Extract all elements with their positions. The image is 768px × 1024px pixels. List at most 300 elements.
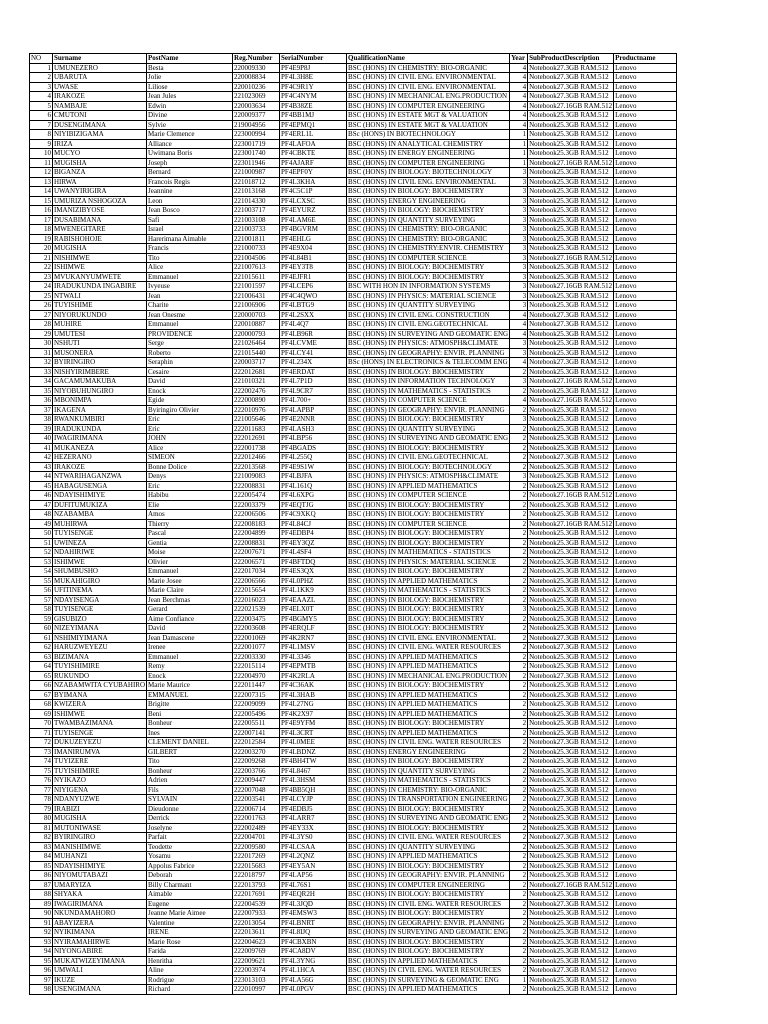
cell-qualification: BSC (HONS) IN CIVIL ENG. ENVIRONMENTAL bbox=[347, 177, 510, 187]
cell-reg-number: 220003717 bbox=[233, 358, 280, 368]
cell-product-name: Lenovo bbox=[614, 500, 677, 510]
cell-qualification: BSC (HONS) IN INFORMATION TECHNOLOGY bbox=[347, 377, 510, 387]
cell-product-name: Lenovo bbox=[614, 367, 677, 377]
table-row bbox=[30, 282, 677, 292]
cell-serial-number: PF4L27NG bbox=[280, 700, 347, 710]
cell-qualification: BSC (HONS) IN CIVIL ENG.GEOTECHNICAL bbox=[347, 453, 510, 463]
cell-reg-number: 221023069 bbox=[233, 92, 280, 102]
cell-no: 53 bbox=[30, 557, 53, 567]
cell-year: 2 bbox=[510, 500, 528, 510]
cell-surname: IRAKOZE bbox=[53, 462, 147, 472]
table-row bbox=[30, 348, 677, 358]
cell-sub-product: Notebook27.3GB RAM.512 bbox=[528, 320, 614, 330]
cell-sub-product: Notebook25.3GB RAM.512 bbox=[528, 234, 614, 244]
cell-surname: MUKANEZA bbox=[53, 443, 147, 453]
cell-sub-product: Notebook25.3GB RAM.512 bbox=[528, 614, 614, 624]
cell-reg-number: 222001763 bbox=[233, 814, 280, 824]
cell-product-name: Lenovo bbox=[614, 700, 677, 710]
cell-surname: UMUNEZERO bbox=[53, 63, 147, 73]
cell-surname: MWENEGITARE bbox=[53, 225, 147, 235]
cell-no: 68 bbox=[30, 700, 53, 710]
cell-no: 12 bbox=[30, 168, 53, 178]
table-row bbox=[30, 766, 677, 776]
cell-year: 3 bbox=[510, 234, 528, 244]
cell-reg-number: 222017691 bbox=[233, 890, 280, 900]
cell-serial-number: PF4E2NNR bbox=[280, 415, 347, 425]
cell-product-name: Lenovo bbox=[614, 92, 677, 102]
cell-no: 26 bbox=[30, 301, 53, 311]
cell-reg-number: 222002476 bbox=[233, 386, 280, 396]
cell-no: 24 bbox=[30, 282, 53, 292]
cell-product-name: Lenovo bbox=[614, 111, 677, 121]
cell-product-name: Lenovo bbox=[614, 852, 677, 862]
cell-sub-product: Notebook25.3GB RAM.512 bbox=[528, 975, 614, 985]
cell-product-name: Lenovo bbox=[614, 434, 677, 444]
cell-no: 29 bbox=[30, 329, 53, 339]
cell-postname: Brigitte bbox=[147, 700, 233, 710]
cell-postname: Edwin bbox=[147, 101, 233, 111]
table-row bbox=[30, 320, 677, 330]
cell-postname: Bonheur bbox=[147, 766, 233, 776]
cell-serial-number: PF4L1KK9 bbox=[280, 586, 347, 596]
cell-no: 74 bbox=[30, 757, 53, 767]
cell-year: 2 bbox=[510, 861, 528, 871]
cell-qualification: BSC (HONS) IN QUANTITY SURVEYING bbox=[347, 842, 510, 852]
cell-year: 4 bbox=[510, 329, 528, 339]
cell-no: 16 bbox=[30, 206, 53, 216]
cell-year: 2 bbox=[510, 510, 528, 520]
cell-no: 66 bbox=[30, 681, 53, 691]
cell-serial-number: PF4L0PHZ bbox=[280, 576, 347, 586]
cell-qualification: BSC (HONS) IN APPLIED MATHEMATICS bbox=[347, 956, 510, 966]
cell-reg-number: 220003634 bbox=[233, 101, 280, 111]
cell-reg-number: 223011946 bbox=[233, 158, 280, 168]
cell-qualification: BSC (HONS) IN PHYSICS: MATERIAL SCIENCE bbox=[347, 557, 510, 567]
cell-surname: MVUKANYUMWETE bbox=[53, 272, 147, 282]
cell-no: 92 bbox=[30, 928, 53, 938]
cell-reg-number: 222013793 bbox=[233, 880, 280, 890]
cell-sub-product: Notebook25.3GB RAM.512 bbox=[528, 909, 614, 919]
cell-serial-number: PF4L8IJQ bbox=[280, 928, 347, 938]
cell-year: 2 bbox=[510, 871, 528, 881]
cell-no: 57 bbox=[30, 595, 53, 605]
cell-surname: NIYONGABIRE bbox=[53, 947, 147, 957]
cell-serial-number: PF4AJARF bbox=[280, 158, 347, 168]
table-row bbox=[30, 206, 677, 216]
cell-sub-product: Notebook25.3GB RAM.512 bbox=[528, 557, 614, 567]
cell-qualification: BSC (HONS) IN BIOLOGY: BIOCHEMISTRY bbox=[347, 595, 510, 605]
cell-qualification: BSC (HONS) IN BIOLOGY: BIOCHEMISTRY bbox=[347, 206, 510, 216]
cell-qualification: BSC (HONS) IN APPLIED MATHEMATICS bbox=[347, 728, 510, 738]
cell-reg-number: 221015611 bbox=[233, 272, 280, 282]
cell-qualification: BSC (HONS) IN MATHEMATICS - STATISTICS bbox=[347, 776, 510, 786]
cell-sub-product: Notebook27.3GB RAM.512 bbox=[528, 92, 614, 102]
cell-product-name: Lenovo bbox=[614, 747, 677, 757]
cell-product-name: Lenovo bbox=[614, 424, 677, 434]
table-row bbox=[30, 956, 677, 966]
table-row bbox=[30, 757, 677, 767]
cell-surname: MUTONIWASE bbox=[53, 823, 147, 833]
cell-surname: IRADUKUNDA bbox=[53, 424, 147, 434]
cell-serial-number: PF4LAP56 bbox=[280, 871, 347, 881]
cell-no: 30 bbox=[30, 339, 53, 349]
cell-reg-number: 222004539 bbox=[233, 899, 280, 909]
cell-reg-number: 221003108 bbox=[233, 215, 280, 225]
cell-no: 3 bbox=[30, 82, 53, 92]
cell-sub-product: Notebook25.3GB RAM.512 bbox=[528, 244, 614, 254]
cell-year: 2 bbox=[510, 890, 528, 900]
cell-qualification: BSC (HONS) IN CHEMISTRY: BIO-ORGANIC bbox=[347, 63, 510, 73]
cell-surname: NYIKAZO bbox=[53, 776, 147, 786]
cell-postname: Parfait bbox=[147, 833, 233, 843]
cell-serial-number: PF4L3346 bbox=[280, 652, 347, 662]
cell-postname: Aimable bbox=[147, 890, 233, 900]
cell-surname: GISUBIZO bbox=[53, 614, 147, 624]
cell-postname: Remy bbox=[147, 662, 233, 672]
cell-serial-number: PF4L2QNZ bbox=[280, 852, 347, 862]
cell-product-name: Lenovo bbox=[614, 453, 677, 463]
cell-postname: Marie Maurice bbox=[147, 681, 233, 691]
cell-serial-number: PF4EMSW3 bbox=[280, 909, 347, 919]
cell-surname: TUYIZERE bbox=[53, 757, 147, 767]
cell-postname: Francois Regis bbox=[147, 177, 233, 187]
cell-sub-product: Notebook25.3GB RAM.512 bbox=[528, 776, 614, 786]
table-row bbox=[30, 92, 677, 102]
cell-serial-number: PF4L7P1D bbox=[280, 377, 347, 387]
cell-year: 2 bbox=[510, 738, 528, 748]
cell-postname: Marie Josee bbox=[147, 576, 233, 586]
cell-reg-number: 222007315 bbox=[233, 690, 280, 700]
cell-sub-product: Notebook27.16GB RAM.512 bbox=[529, 282, 613, 290]
cell-no: 6 bbox=[30, 111, 53, 121]
cell-product-name: Lenovo bbox=[614, 833, 677, 843]
cell-reg-number: 222013054 bbox=[233, 918, 280, 928]
cell-serial-number: PF4EHLG bbox=[280, 234, 347, 244]
cell-year: 2 bbox=[510, 662, 528, 672]
cell-sub-product: Notebook25.3GB RAM.512 bbox=[528, 168, 614, 178]
cell-qualification: BSC (HONS) IN BIOLOGY: BIOCHEMISTRY bbox=[347, 538, 510, 548]
cell-surname: DUKUZEYEZU bbox=[53, 738, 147, 748]
cell-qualification: BSC (HONS) IN CHEMISTRY: BIO-ORGANIC bbox=[347, 785, 510, 795]
cell-qualification: BSC (HONS) IN ANALYTICAL CHEMISTRY bbox=[347, 139, 510, 149]
cell-year: 2 bbox=[510, 842, 528, 852]
cell-year: 1 bbox=[510, 158, 528, 168]
cell-sub-product: Notebook27.3GB RAM.512 bbox=[528, 899, 614, 909]
cell-surname: NISHYIRIMBERE bbox=[53, 367, 147, 377]
cell-serial-number: PF4L161Q bbox=[280, 481, 347, 491]
cell-no: 14 bbox=[30, 187, 53, 197]
cell-surname: NIYOMUTABAZI bbox=[53, 871, 147, 881]
table-row bbox=[30, 548, 677, 558]
cell-surname: CMUTONI bbox=[53, 111, 147, 121]
cell-reg-number: 222021539 bbox=[233, 605, 280, 615]
cell-no: 60 bbox=[30, 624, 53, 634]
cell-surname: IRADUKUNDA INGABIRE bbox=[53, 282, 147, 292]
table-row bbox=[30, 329, 677, 339]
cell-surname: TUYISHIMIRE bbox=[53, 766, 147, 776]
cell-surname: UWANYIRIGIRA bbox=[53, 187, 147, 197]
cell-serial-number: PF4LAM6E bbox=[280, 215, 347, 225]
cell-product-name: Lenovo bbox=[614, 196, 677, 206]
cell-surname: MUKAHIGIRO bbox=[53, 576, 147, 586]
cell-surname: HEZERANO bbox=[53, 453, 147, 463]
cell-postname: Eric bbox=[147, 481, 233, 491]
cell-postname: Billy Charmant bbox=[147, 880, 233, 890]
cell-serial-number: PF4ERL1L bbox=[280, 130, 347, 140]
cell-surname: NZABAMBA bbox=[53, 510, 147, 520]
cell-postname: Cesaire bbox=[147, 367, 233, 377]
cell-no: 34 bbox=[30, 377, 53, 387]
cell-sub-product: Notebook27.3GB RAM.512 bbox=[528, 643, 614, 653]
cell-surname: NAMBAJE bbox=[53, 101, 147, 111]
cell-qualification: BSC (HONS) IN MATHEMATICS - STATISTICS bbox=[347, 548, 510, 558]
cell-qualification: BSC (HONS) IN APPLIED MATHEMATICS bbox=[347, 481, 510, 491]
cell-surname: HARUZWEYEZU bbox=[53, 643, 147, 653]
cell-year: 2 bbox=[510, 776, 528, 786]
cell-postname: Emmanuel bbox=[147, 567, 233, 577]
cell-product-name: Lenovo bbox=[614, 757, 677, 767]
cell-postname: Adrien bbox=[147, 776, 233, 786]
cell-qualification: BSC (HONS) IN COMPUTER SCIENCE bbox=[347, 396, 510, 406]
cell-postname: Joselyne bbox=[147, 823, 233, 833]
cell-sub-product: Notebook25.3GB RAM.512 bbox=[528, 842, 614, 852]
cell-postname: Uwimana Boris bbox=[147, 149, 233, 159]
table-row bbox=[30, 272, 677, 282]
cell-year: 2 bbox=[510, 747, 528, 757]
table-row bbox=[30, 947, 677, 957]
cell-postname: Jeanne Marie Aimee bbox=[147, 909, 233, 919]
cell-year: 3 bbox=[510, 244, 528, 254]
cell-sub-product: Notebook27.3GB RAM.512 bbox=[528, 966, 614, 976]
cell-sub-product: Notebook27.3GB RAM.512 bbox=[528, 358, 614, 368]
cell-postname: Irenee bbox=[147, 643, 233, 653]
cell-qualification: BSC (HONS) IN BIOLOGY: BIOCHEMISTRY bbox=[347, 804, 510, 814]
cell-year: 2 bbox=[510, 386, 528, 396]
cell-serial-number: PF4LBTG9 bbox=[280, 301, 347, 311]
table-row bbox=[30, 899, 677, 909]
cell-postname: Leon bbox=[147, 196, 233, 206]
cell-postname: Teodette bbox=[147, 842, 233, 852]
cell-product-name: Lenovo bbox=[614, 443, 677, 453]
cell-postname: Aime Confiance bbox=[147, 614, 233, 624]
cell-serial-number: PF4E9X04 bbox=[280, 244, 347, 254]
cell-serial-number: PF4CBXBN bbox=[280, 937, 347, 947]
cell-postname: Henritha bbox=[147, 956, 233, 966]
cell-surname: ABAYIZERA bbox=[53, 918, 147, 928]
table-row bbox=[30, 491, 677, 501]
cell-serial-number: PF4L3KHA bbox=[280, 177, 347, 187]
cell-product-name: Lenovo bbox=[614, 377, 677, 387]
cell-postname: Jeannine bbox=[147, 187, 233, 197]
cell-year: 2 bbox=[510, 424, 528, 434]
table-row bbox=[30, 63, 677, 73]
cell-serial-number: PF4LBP56 bbox=[280, 434, 347, 444]
cell-no: 13 bbox=[30, 177, 53, 187]
cell-product-name: Lenovo bbox=[614, 415, 677, 425]
cell-sub-product: Notebook25.3GB RAM.512 bbox=[528, 386, 614, 396]
cell-product-name: Lenovo bbox=[614, 329, 677, 339]
cell-no: 67 bbox=[30, 690, 53, 700]
cell-qualification: BSC (HONS) IN CHEMISTRY: BIO-ORGANIC bbox=[347, 234, 510, 244]
cell-no: 77 bbox=[30, 785, 53, 795]
cell-serial-number: PF4BH4TW bbox=[280, 757, 347, 767]
cell-year: 4 bbox=[510, 320, 528, 330]
cell-product-name: Lenovo bbox=[614, 282, 677, 292]
table-row bbox=[30, 234, 677, 244]
cell-product-name: Lenovo bbox=[614, 681, 677, 691]
cell-serial-number: PF4EY5AN bbox=[280, 861, 347, 871]
cell-year: 2 bbox=[510, 624, 528, 634]
table-row bbox=[30, 795, 677, 805]
cell-year: 4 bbox=[510, 120, 528, 130]
table-row bbox=[30, 396, 677, 406]
cell-postname: Joseph bbox=[147, 158, 233, 168]
cell-no: 18 bbox=[30, 225, 53, 235]
cell-no: 28 bbox=[30, 320, 53, 330]
cell-product-name: Lenovo bbox=[614, 215, 677, 225]
cell-surname: ISHIMWE bbox=[53, 709, 147, 719]
cell-no: 89 bbox=[30, 899, 53, 909]
cell-sub-product: Notebook27.3GB RAM.512 bbox=[528, 738, 614, 748]
cell-product-name: Lenovo bbox=[614, 947, 677, 957]
cell-qualification: BSC (HONS) IN CIVIL ENG. WATER RESOURCES bbox=[347, 833, 510, 843]
table-row bbox=[30, 624, 677, 634]
cell-qualification: BSC (HONS) IN COMPUTER ENGINEERING bbox=[347, 158, 510, 168]
cell-year: 2 bbox=[510, 956, 528, 966]
table-row bbox=[30, 576, 677, 586]
table-row bbox=[30, 158, 677, 168]
cell-product-name: Lenovo bbox=[614, 63, 677, 73]
cell-postname: Farida bbox=[147, 947, 233, 957]
table-row bbox=[30, 586, 677, 596]
cell-year: 3 bbox=[510, 348, 528, 358]
cell-reg-number: 222004623 bbox=[233, 937, 280, 947]
cell-surname: UMUTESI bbox=[53, 329, 147, 339]
cell-postname: Israel bbox=[147, 225, 233, 235]
cell-surname: NDAYISHIMIYE bbox=[53, 491, 147, 501]
cell-reg-number: 222013568 bbox=[233, 462, 280, 472]
cell-serial-number: PF4EDBJ5 bbox=[280, 804, 347, 814]
cell-postname: Thierry bbox=[147, 519, 233, 529]
cell-postname: Alice bbox=[147, 443, 233, 453]
table-row bbox=[30, 852, 677, 862]
cell-reg-number: 220000793 bbox=[233, 329, 280, 339]
cell-year: 2 bbox=[510, 814, 528, 824]
cell-serial-number: PF4BB1MJ bbox=[280, 111, 347, 121]
cell-sub-product: Notebook27.3GB RAM.512 bbox=[528, 795, 614, 805]
cell-sub-product: Notebook25.3GB RAM.512 bbox=[528, 576, 614, 586]
cell-year: 2 bbox=[510, 567, 528, 577]
cell-qualification: BSC (HONS) IN ESTATE MGT & VALUATION bbox=[347, 120, 510, 130]
cell-no: 84 bbox=[30, 852, 53, 862]
cell-year: 2 bbox=[510, 681, 528, 691]
cell-qualification: BSC (HONS) IN BIOLOGY: BIOCHEMISTRY bbox=[347, 614, 510, 624]
cell-year: 3 bbox=[510, 377, 528, 387]
cell-no: 62 bbox=[30, 643, 53, 653]
cell-no: 31 bbox=[30, 348, 53, 358]
cell-postname: Marie Rose bbox=[147, 937, 233, 947]
cell-year: 2 bbox=[510, 633, 528, 643]
cell-reg-number: 222011447 bbox=[233, 681, 280, 691]
cell-postname: Besta bbox=[147, 63, 233, 73]
cell-no: 78 bbox=[30, 795, 53, 805]
cell-no: 61 bbox=[30, 633, 53, 643]
cell-reg-number: 221003717 bbox=[233, 206, 280, 216]
cell-year: 2 bbox=[510, 947, 528, 957]
cell-year: 2 bbox=[510, 823, 528, 833]
cell-year: 2 bbox=[510, 757, 528, 767]
cell-reg-number: 222011683 bbox=[233, 424, 280, 434]
cell-qualification: BSC (HONS) IN CIVIL ENG. WATER RESOURCES bbox=[347, 966, 510, 976]
cell-surname: BIZIMANA bbox=[53, 652, 147, 662]
cell-surname: NIYIGENA bbox=[53, 785, 147, 795]
cell-surname: MUGISHA bbox=[53, 244, 147, 254]
cell-product-name: Lenovo bbox=[614, 405, 677, 415]
cell-qualification: BSC (HONS) IN CIVIL ENG. ENVIRONMENTAL bbox=[347, 73, 510, 83]
cell-no: 73 bbox=[30, 747, 53, 757]
cell-year: 4 bbox=[510, 101, 528, 111]
cell-serial-number: PF4BGADS bbox=[280, 443, 347, 453]
cell-serial-number: PF4EPMQ1 bbox=[280, 120, 347, 130]
cell-product-name: Lenovo bbox=[614, 576, 677, 586]
cell-reg-number: 221026464 bbox=[233, 339, 280, 349]
cell-sub-product: Notebook27.3GB RAM.512 bbox=[528, 833, 614, 843]
cell-qualification: BSC (HONS) IN BIOLOGY: BIOCHEMISTRY bbox=[347, 500, 510, 510]
cell-postname: Emmanuel bbox=[147, 272, 233, 282]
cell-product-name: Lenovo bbox=[614, 462, 677, 472]
cell-year: 3 bbox=[510, 301, 528, 311]
cell-product-name: Lenovo bbox=[614, 301, 677, 311]
cell-qualification: BSC (HONS) IN TRANSPORTATION ENGINEERING bbox=[347, 795, 510, 805]
cell-year: 3 bbox=[510, 196, 528, 206]
cell-surname: TUYISENGE bbox=[53, 605, 147, 615]
cell-year: 2 bbox=[510, 709, 528, 719]
cell-no: 41 bbox=[30, 443, 53, 453]
cell-sub-product: Notebook25.3GB RAM.512 bbox=[528, 225, 614, 235]
cell-surname: RWANKUMBIRI bbox=[53, 415, 147, 425]
cell-surname: IRIZA bbox=[53, 139, 147, 149]
cell-postname: Rodrigue bbox=[147, 975, 233, 985]
cell-serial-number: PF4EQTJG bbox=[280, 500, 347, 510]
cell-qualification: BSC (HONS) IN BIOLOGY: BIOTECHNOLOGY bbox=[347, 168, 510, 178]
cell-qualification: BSc (HONS) IN BIOTECHNOLOGY bbox=[347, 130, 510, 140]
cell-reg-number: 223013103 bbox=[233, 975, 280, 985]
cell-year: 2 bbox=[510, 595, 528, 605]
cell-reg-number: 222012466 bbox=[233, 453, 280, 463]
cell-postname: Fils bbox=[147, 785, 233, 795]
cell-sub-product: Notebook25.3GB RAM.512 bbox=[528, 130, 614, 140]
cell-surname: UBARUTA bbox=[53, 73, 147, 83]
cell-surname: UMWALI bbox=[53, 966, 147, 976]
cell-year: 2 bbox=[510, 519, 528, 529]
cell-no: 82 bbox=[30, 833, 53, 843]
cell-product-name: Lenovo bbox=[614, 149, 677, 159]
cell-no: 7 bbox=[30, 120, 53, 130]
cell-sub-product: Notebook25.3GB RAM.512 bbox=[528, 301, 614, 311]
cell-product-name: Lenovo bbox=[614, 662, 677, 672]
cell-qualification: BSC (HONS) IN GEOGRAPHY: ENVIR. PLANNING bbox=[347, 405, 510, 415]
cell-postname: Eric bbox=[147, 415, 233, 425]
cell-postname: Alliance bbox=[147, 139, 233, 149]
table-row bbox=[30, 462, 677, 472]
cell-reg-number: 221015440 bbox=[233, 348, 280, 358]
cell-sub-product: Notebook27.16GB RAM.512 bbox=[529, 880, 613, 889]
cell-reg-number: 221014330 bbox=[233, 196, 280, 206]
cell-product-name: Lenovo bbox=[614, 918, 677, 928]
cell-year: 3 bbox=[510, 177, 528, 187]
cell-postname: Jolie bbox=[147, 73, 233, 83]
cell-qualification: BSC (HONS) IN BIOLOGY: BIOCHEMISTRY bbox=[347, 567, 510, 577]
